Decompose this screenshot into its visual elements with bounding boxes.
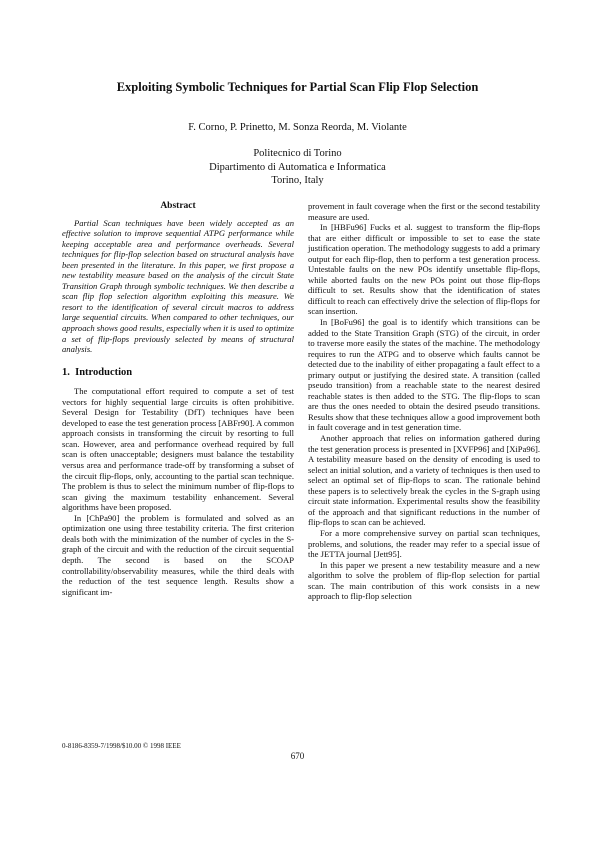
left-column — [62, 201, 294, 597]
intro-paragraph-5: Another approach that relies on information gathered during the test generation process is presented in [XVFP96] and [XiPa96]. A testability measure based on the density of encoding is used to select an initial solution, and a variety of techniques is then used to select an optimal set of flip-flops to scan. The rationale behind these papers is to selectively break the cycles in the S-graph using circuit state information. Experimental results show the feasibility of the approach and that significant reductions in the number of flip-flops to scan can be achieved. — [308, 433, 540, 528]
copyright-notice: 0-8186-8359-7/1998/$10.00 © 1998 IEEE — [62, 742, 181, 750]
affiliation-location: Torino, Italy — [271, 175, 324, 186]
intro-paragraph-7: In this paper we present a new testability measure and a new algorithm to solve the problem of flip-flop selection for partial scan. The main contribution of this work consists in a new approach to flip-flop selection — [308, 559, 540, 602]
section-heading-introduction — [62, 368, 294, 379]
abstract-text: Partial Scan techniques have been widely accepted as an effective solution to improve sequential ATPG performance while keeping acceptable area and performance overheads. Several techniques for flip-flop selection based on structural analysis have been presented in the literature. In this paper, we first propose a new testability measure based on the analysis of the circuit State Transition Graph through symbolic techniques. We then describe a scan flip flop selection algorithm exploiting this measure. We resort to the identification of several circuit macros to address large sequential circuits. When compared to other techniques, our approach shows good results, especially when it is used to optimize a set of flip-flops previously selected by means of structural analysis. — [62, 217, 294, 355]
abstract-heading: Abstract — [160, 201, 196, 211]
page-number: 670 — [290, 751, 305, 761]
author-list: F. Corno, P. Prinetto, M. Sonza Reorda, M. Violante — [188, 122, 407, 133]
affiliation-department: Dipartimento di Automatica e Informatica — [209, 161, 386, 173]
intro-paragraph-2-continued: provement in fault coverage when the first or the second testability measure are used. — [308, 201, 540, 222]
intro-paragraph-2: In [ChPa90] the problem is formulated and solved as an optimization one using three testability criteria. The first criterion deals both with the minimization of the number of cycles in the S-graph of the circuit and with the reduction of the circuit sequential depth. The second is based on the SCOAP controllability/observability measures, while the third deals with the reduction of the test sequence length. Results show a significant im- — [62, 512, 294, 597]
section-number: 1. — [62, 366, 70, 378]
section-title: Introduction — [75, 366, 133, 378]
right-column — [308, 201, 540, 602]
affiliation-institution: Politecnico di Torino — [253, 148, 342, 159]
paper-title: Exploiting Symbolic Techniques for Partial Scan Flip Flop Selection — [116, 80, 479, 94]
intro-paragraph-1: The computational effort required to compute a set of test vectors for highly sequential large circuits is often prohibitive. Several Design for Testability (DfT) techniques have been developed to ease the test generation process [ABFr90]. A common approach consists in transforming the circuit by resorting to full scan. However, area and performance overhead required by full scan is often unacceptable; designers must balance the testability versus area and performance trade-off by transforming a subset of the circuit flip-flops, only, accounting to the partial scan technique. The problem is thus to select the minimum number of flip-flops to scan giving the maximum testability enhancement. Several algorithms have been proposed. — [62, 386, 294, 513]
intro-paragraph-3: In [HBFu96] Fucks et al. suggest to transform the flip-flops that are either difficult or impossible to set to ease the state justification operation. The methodology suggests to add a primary output for each flip-flop, then to perform a test generation process. Untestable faults on the new POs identify unsettable flip-flops, while aborted faults on the new POs point out those flip-flops difficult to set. Results show that the identification of states difficult to reach can effectively drive the selection of flip-flops for scan insertion. — [308, 222, 540, 317]
affiliation — [40, 147, 555, 188]
intro-paragraph-6: For a more comprehensive survey on partial scan techniques, problems, and solutions, the reader may refer to a special issue of the JETTA journal [Jett95]. — [308, 527, 540, 560]
abstract-section — [62, 201, 294, 355]
intro-paragraph-4: In [BoFu96] the goal is to identify which transitions can be added to the State Transition Graph (STG) of the circuit, in order to traverse more easily the states of the machine. The methodology requires to run the ATPG and to observe which faults cannot be detected due to the inability of either propagating a fault effect to a primary output or justifying the desired state. A transition (called pseudo transition) from a reachable state to the nearest desired reachable states is then added to the STG. The flip-flops to scan are thus the ones needed to obtain the desired pseudo transitions. Results show that these techniques allow a good improvement both in fault coverage and in test generation time. — [308, 317, 540, 433]
